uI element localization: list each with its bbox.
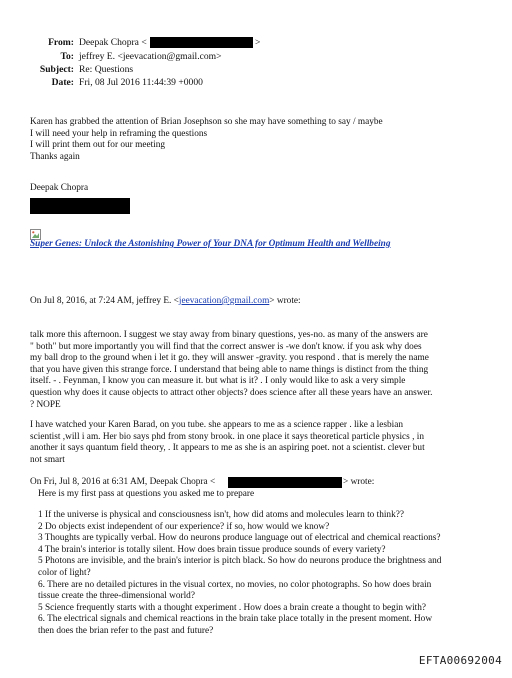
quote2-intro: On Fri, Jul 8, 2016 at 6:31 AM, Deepak Chopra < [30, 477, 216, 487]
subject-label: Subject: [39, 64, 74, 75]
redaction-from-email [150, 37, 253, 48]
from-label: From: [48, 37, 74, 48]
quote1-paragraph-1 [30, 330, 480, 411]
date-value: Fri, 08 Jul 2016 11:44:39 +0000 [79, 77, 203, 88]
to-value: jeffrey E. <jeevacation@gmail.com> [79, 51, 222, 62]
list-item: 5 Photons are invisible, and the brain's interior is pitch black. So how do neurons produce the brightness and [38, 556, 442, 567]
from-value: Deepak Chopra < [79, 37, 147, 48]
quote2-lead: Here is my first pass at questions you asked me to prepare [38, 489, 255, 499]
list-item: 2 Do objects exist independent of our experience? if so, how would we know? [38, 521, 330, 532]
text-line: question why does it cause objects to attract other objects? does science after all these years have an answer. [30, 387, 433, 398]
text-line: another it says quantum field theory, . It appears to me as she is an aspiring poet. not a scientist. clever but [30, 443, 425, 454]
subject-value: Re: Questions [79, 64, 134, 75]
list-item: tissue create the three-dimensional world? [38, 591, 195, 602]
reply-line: I will need your help in reframing the questions [30, 128, 208, 139]
question-list [38, 510, 488, 638]
text-line: " both" but more importantly you will find that the correct answer is -we don't know. if you ask why does [30, 341, 422, 352]
signature-name: Deepak Chopra [30, 183, 89, 193]
book-link[interactable]: Super Genes: Unlock the Astonishing Power of Your DNA for Optimum Health and Wellbeing [30, 239, 391, 249]
quote1-intro: On Jul 8, 2016, at 7:24 AM, jeffrey E. <jeevacation@gmail.com> wrote: [30, 296, 301, 306]
text-line: that you have given this strange force. I understand that being able to name things is distinct from the thing [30, 364, 429, 375]
list-item: then does the brian refer to the past and future? [38, 625, 214, 636]
text-line: scientist ,will i am. Her bio says phd from stony brook. in one place it says theoretical particle physics , in [30, 431, 425, 442]
quote2-intro-suffix: > wrote: [343, 477, 375, 487]
text-line: not smart [30, 454, 65, 465]
date-label: Date: [51, 77, 74, 88]
quote1-email-link[interactable]: jeevacation@gmail.com [178, 296, 270, 306]
text-line: itself. - . Feynman, I know you can measure it. but what is it? . I only would like to ask a very simple [30, 376, 406, 387]
quote1-paragraph-2 [30, 420, 480, 466]
list-item: 1 If the universe is physical and consciousness isn't, how did atoms and molecules learn to think?? [38, 510, 404, 520]
text-line: I have watched your Karen Barad, on you tube. she appears to me as a science rapper . like a lesbian [30, 420, 404, 430]
reply-line: I will print them out for our meeting [30, 140, 166, 151]
list-item: 5 Science frequently starts with a thought experiment . How does a brain create a thought to begin with? [38, 602, 427, 613]
list-item: 3 Thoughts are typically verbal. How do neurons produce language out of electrical and chemical reactions? [38, 533, 441, 544]
text-line: my ball drop to the ground when i let it go. they will answer -gravity. you respond . that is merely the name [30, 353, 429, 364]
from-end: > [255, 37, 261, 48]
reply-body [30, 117, 480, 163]
redaction-quote2-email [228, 477, 342, 488]
to-label: To: [60, 51, 74, 62]
list-item: color of light? [38, 567, 91, 578]
redaction-signature [30, 198, 130, 214]
list-item: 4 The brain's interior is totally silent. How does brain tissue produce sounds of every variety? [38, 544, 386, 555]
broken-image-icon [30, 227, 41, 238]
list-item: 6. The electrical signals and chemical reactions in the brain take place totally in the present moment. How [38, 614, 433, 625]
reply-line: Thanks again [30, 151, 80, 162]
reply-line: Karen has grabbed the attention of Brian Josephson so she may have something to say / maybe [30, 117, 383, 127]
text-line: ? NOPE [30, 399, 61, 410]
list-item: 6. There are no detailed pictures in the visual cortex, no movies, no color photographs. So how does brain [38, 579, 432, 590]
text-line: talk more this afternoon. I suggest we stay away from binary questions, yes-no. as many of the answers are [30, 330, 428, 340]
document-id: EFTA00692004 [418, 654, 502, 667]
